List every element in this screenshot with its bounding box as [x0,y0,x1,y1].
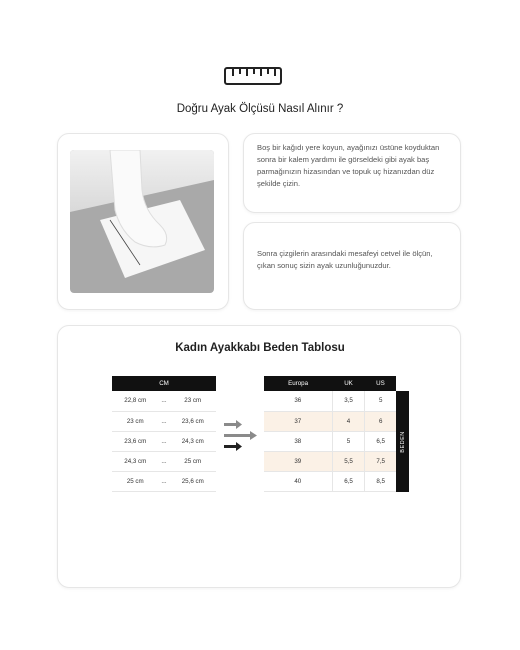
eu-size: 39 [264,451,332,471]
uk-size: 3,5 [332,391,365,411]
cm-header: CM [112,376,216,391]
instruction-text-2: Sonra çizgilerin arasındaki mesafeyi cetvel ile ölçün, çıkan sonuç sizin ayak uzunluğunuzdur. [257,249,433,270]
table-row [264,391,396,411]
arrows-icon [222,417,260,455]
us-size: 6 [365,411,396,431]
us-size: 8,5 [365,471,396,491]
cm-from: 23,6 cm [112,431,159,451]
cm-to: 25,6 cm [169,471,216,491]
page-title: Doğru Ayak Ölçüsü Nasıl Alınır ? [176,103,344,115]
size-chart-title: Kadın Ayakkabı Beden Tablosu [175,342,345,354]
size-table [264,376,396,492]
cm-to: 24,3 cm [169,431,216,451]
us-size: 5 [365,391,396,411]
eu-size: 36 [264,391,332,411]
us-size: 6,5 [365,431,396,451]
cm-from: 22,8 cm [112,391,159,411]
col-header-us: US [365,376,396,391]
table-row [112,431,216,451]
beden-side-label [396,391,409,492]
cm-sep: ... [159,391,170,411]
uk-size: 5 [332,431,365,451]
eu-size: 37 [264,411,332,431]
instruction-text-1: Boş bir kağıdı yere koyun, ayağınızı üstüne koyduktan sonra bir kalem yardımı ile görseldeki gibi ayak baş parmağınızın hizasından ve topuk uç hizanızdan düz şekilde çizin. [257,143,440,188]
cm-sep: ... [159,411,170,431]
eu-size: 40 [264,471,332,491]
uk-size: 6,5 [332,471,365,491]
cm-sep: ... [159,471,170,491]
uk-size: 5,5 [332,451,365,471]
cm-table [112,376,216,492]
col-header-uk: UK [332,376,365,391]
ruler-icon [224,67,282,85]
cm-to: 23 cm [169,391,216,411]
us-size: 7,5 [365,451,396,471]
table-row [112,471,216,491]
cm-from: 23 cm [112,411,159,431]
uk-size: 4 [332,411,365,431]
cm-to: 23,6 cm [169,411,216,431]
cm-from: 25 cm [112,471,159,491]
cm-from: 24,3 cm [112,451,159,471]
beden-label-text: BEDEN [399,430,406,453]
table-row [112,391,216,411]
table-row [264,411,396,431]
col-header-europa: Europa [264,376,332,391]
table-row [264,471,396,491]
cm-sep: ... [159,431,170,451]
table-row [264,451,396,471]
cm-sep: ... [159,451,170,471]
eu-size: 38 [264,431,332,451]
table-row [112,451,216,471]
foot-measure-photo [70,150,214,293]
table-row [112,411,216,431]
table-row [264,431,396,451]
cm-to: 25 cm [169,451,216,471]
